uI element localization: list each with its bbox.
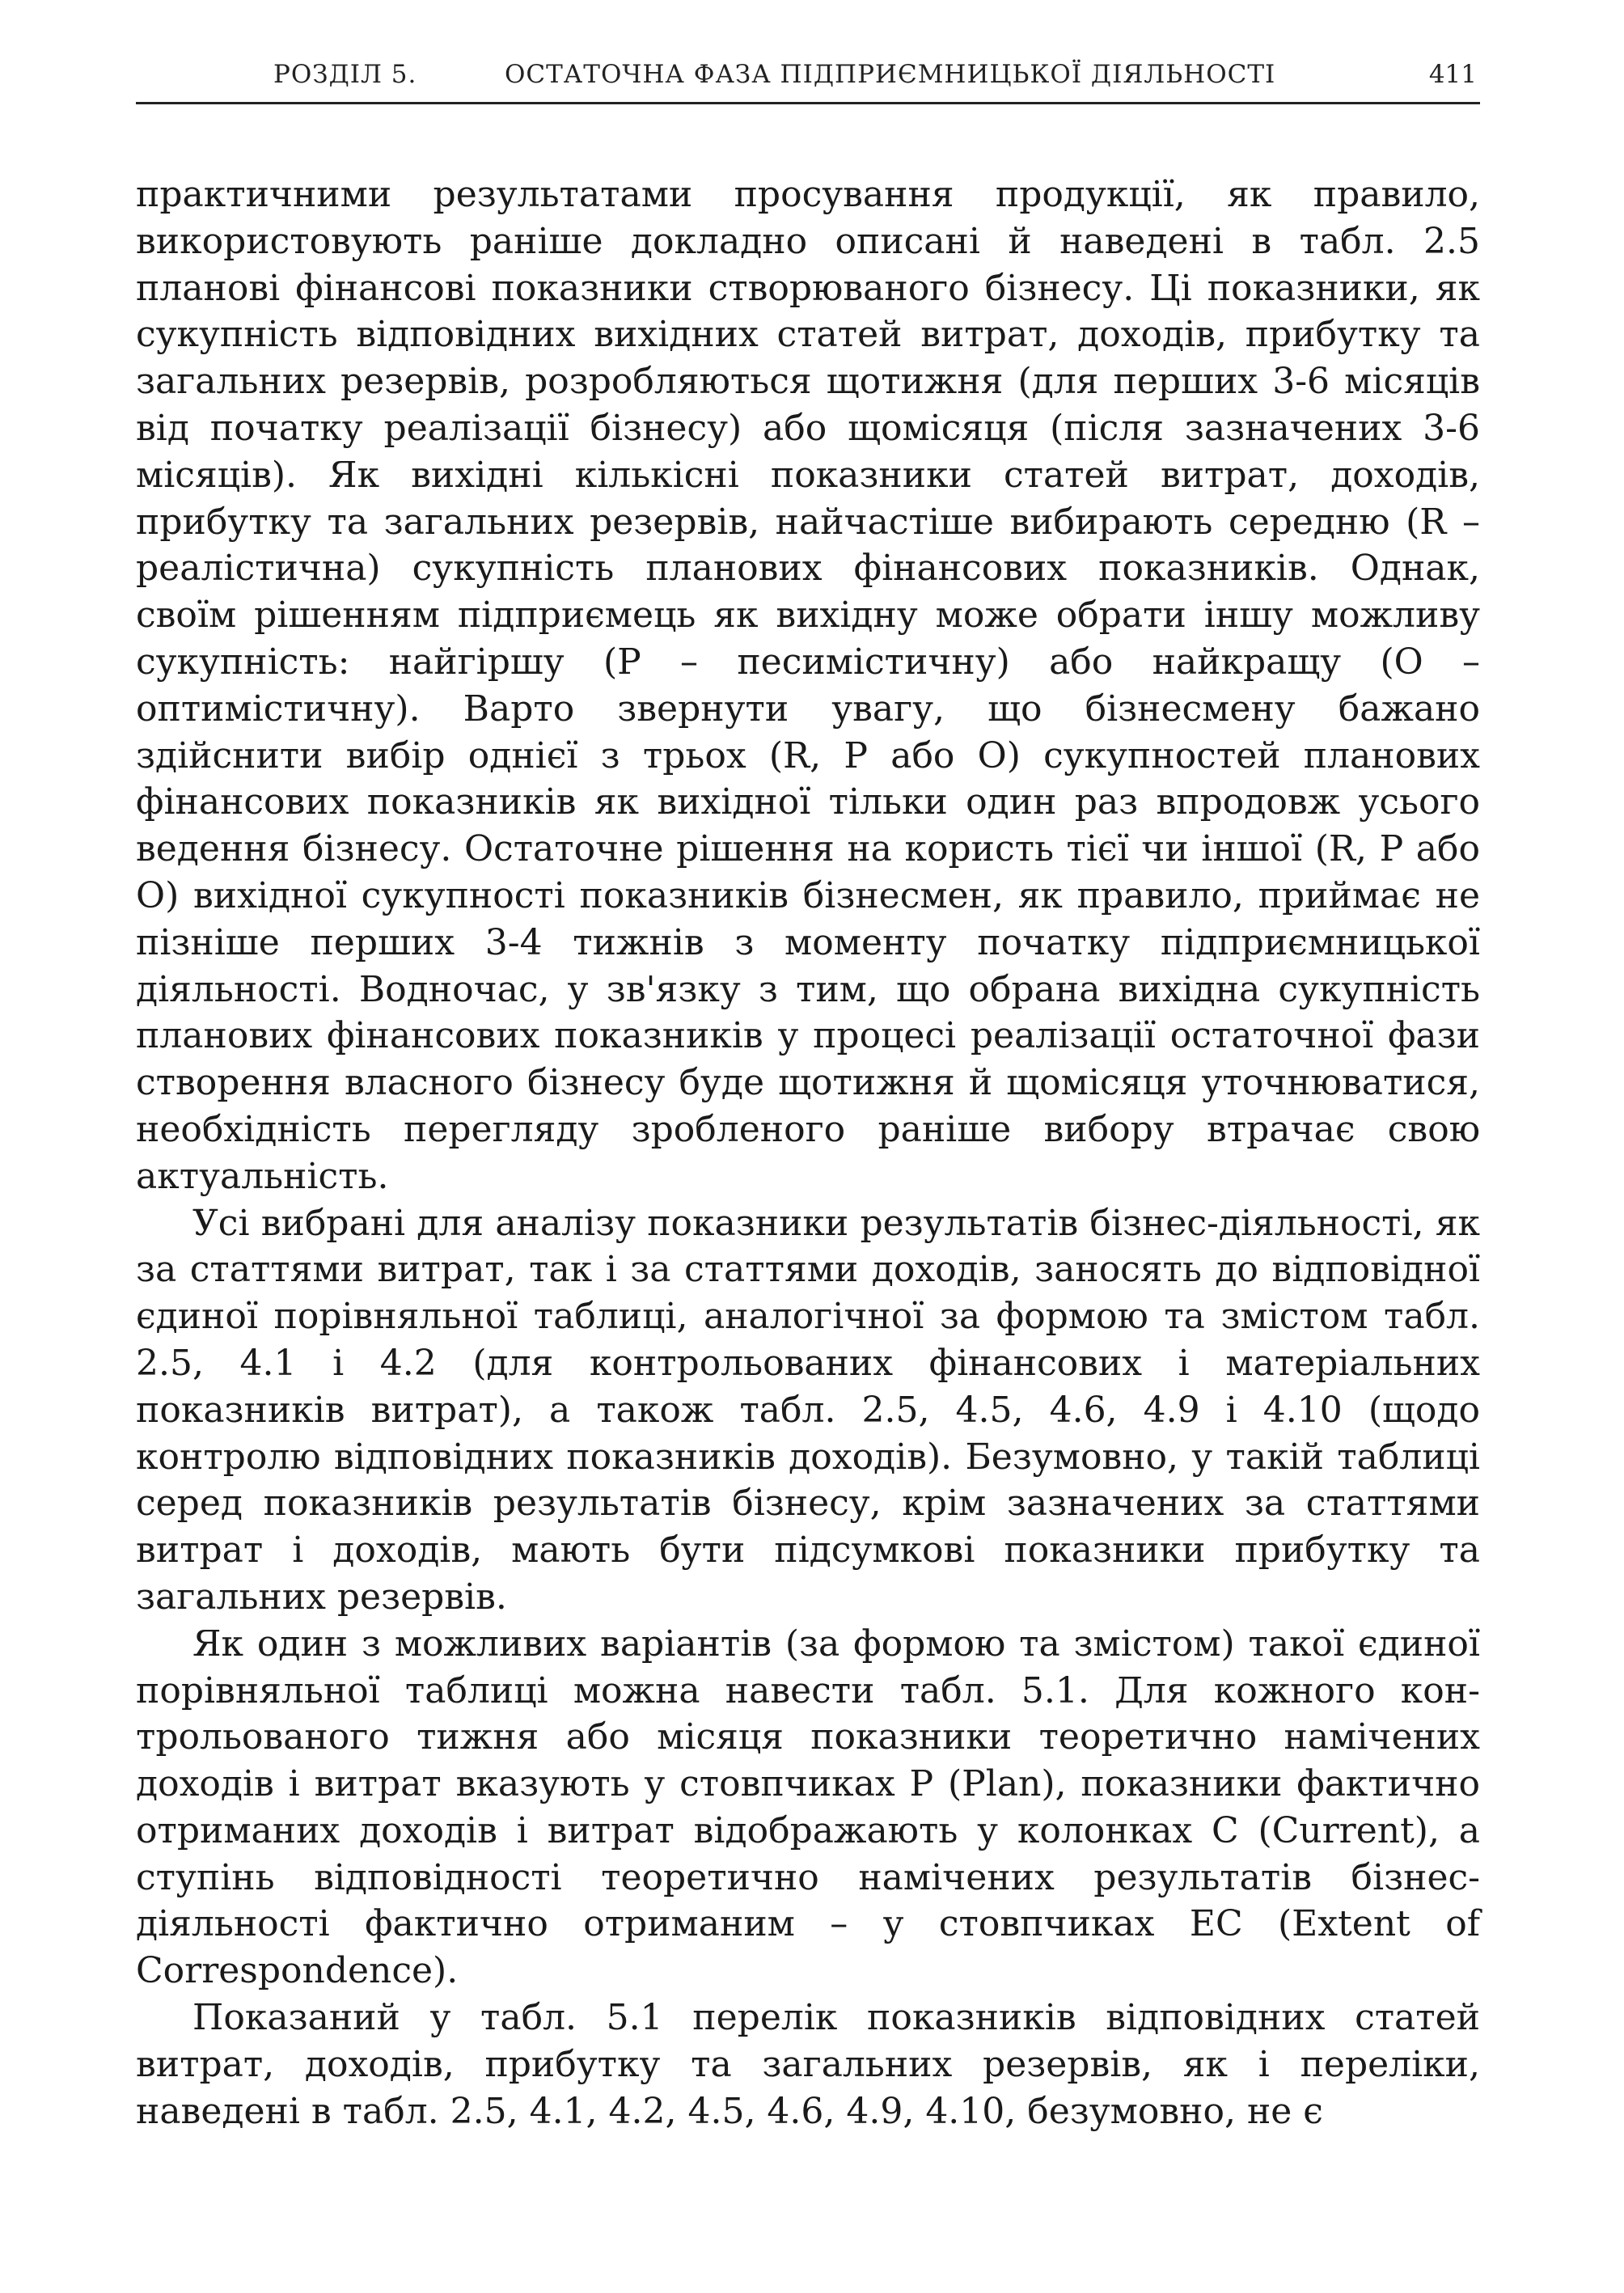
- paragraph: Як один з можливих варіантів (за формою та змістом) такої єдиної порівняльної таблиці можна навести табл. 5.1. Для кожного контрольованого тижня або місяця показники теоретично намічених доходів і витрат вказують у стовпчиках P (Plan), показники фактично отриманих доходів і витрат відображають у колонках C (Current), а ступінь відповідності теоретично намічених результатів бізнес-діяльності фактично отриманим – у стовпчиках EC (Extent of Correspondence).: [136, 1622, 1480, 1992]
- paragraph-continued: практичними результатами просування продукції, як правило, використовують раніше докладно описані й наведені в табл. 2.5 планові фінансові показники створюваного бізнесу. Ці показники, як сукупність відповідних вихідних статей витрат, доходів, прибутку та загальних резервів, розробляються щотижня (для перших 3-6 місяців від початку реалізації бізнесу) або щомісяця (після зазначених 3-6 місяців). Як вихідні кількісні показники статей витрат, доходів, прибутку та загальних резервів, найчастіше вибирають середню (R – реалістична) сукупність планових фінансових показників. Однак, своїм рішенням підприємець як вихідну може обрати іншу можливу сукупність: найгіршу (P – песимістичну) або найкращу (O – оптимістичну). Варто звернути увагу, що бізнесмену бажано здійснити вибір однієї з трьох (R, P або O) сукупностей планових фінансових показників як вихідної тільки один раз впродовж усього ведення бізнесу. Остаточне рішення на користь тієї чи іншої (R, P або O) вихідної сукупності показників бізнесмен, як правило, приймає не пізніше перших 3-4 тижнів з моменту початку підприємницької діяльності. Водночас, у зв'язку з тим, що обрана вихідна сукупність планових фінансових показників у процесі реалізації остаточної фази створення власного бізнесу буде щотижня й щомісяця уточнюватися, необхідність перегляду зробленого раніше вибору втрачає свою актуальність.: [136, 174, 1480, 1197]
- page-number: 411: [1428, 60, 1477, 89]
- paragraph: Показаний у табл. 5.1 перелік показників відповідних статей витрат, доходів, прибутку та загальних резервів, як і переліки, наведені в табл. 2.5, 4.1, 4.2, 4.5, 4.6, 4.9, 4.10, безумовно, не є: [136, 1997, 1480, 2132]
- chapter-label: РОЗДІЛ 5.: [273, 60, 417, 89]
- body-text: [136, 171, 1480, 2134]
- section-title: ОСТАТОЧНА ФАЗА ПІДПРИЄМНИЦЬКОЇ ДІЯЛЬНОСТІ: [505, 60, 1276, 89]
- paragraph: Усі вибрані для аналізу показники результатів бізнес-діяльності, як за статтями витрат, так і за статтями доходів, заносять до відповідної єдиної порівняльної таблиці, аналогічної за формою та змістом табл. 2.5, 4.1 і 4.2 (для контрольованих фінансових і матеріальних показників витрат), а також табл. 2.5, 4.5, 4.6, 4.9 і 4.10 (щодо контролю відповідних показників доходів). Безумовно, у такій таблиці серед показників результатів бізнесу, крім зазначених за статтями витрат і доходів, мають бути підсумкові показники прибутку та загальних резервів.: [136, 1202, 1480, 1618]
- running-header: [136, 50, 1480, 104]
